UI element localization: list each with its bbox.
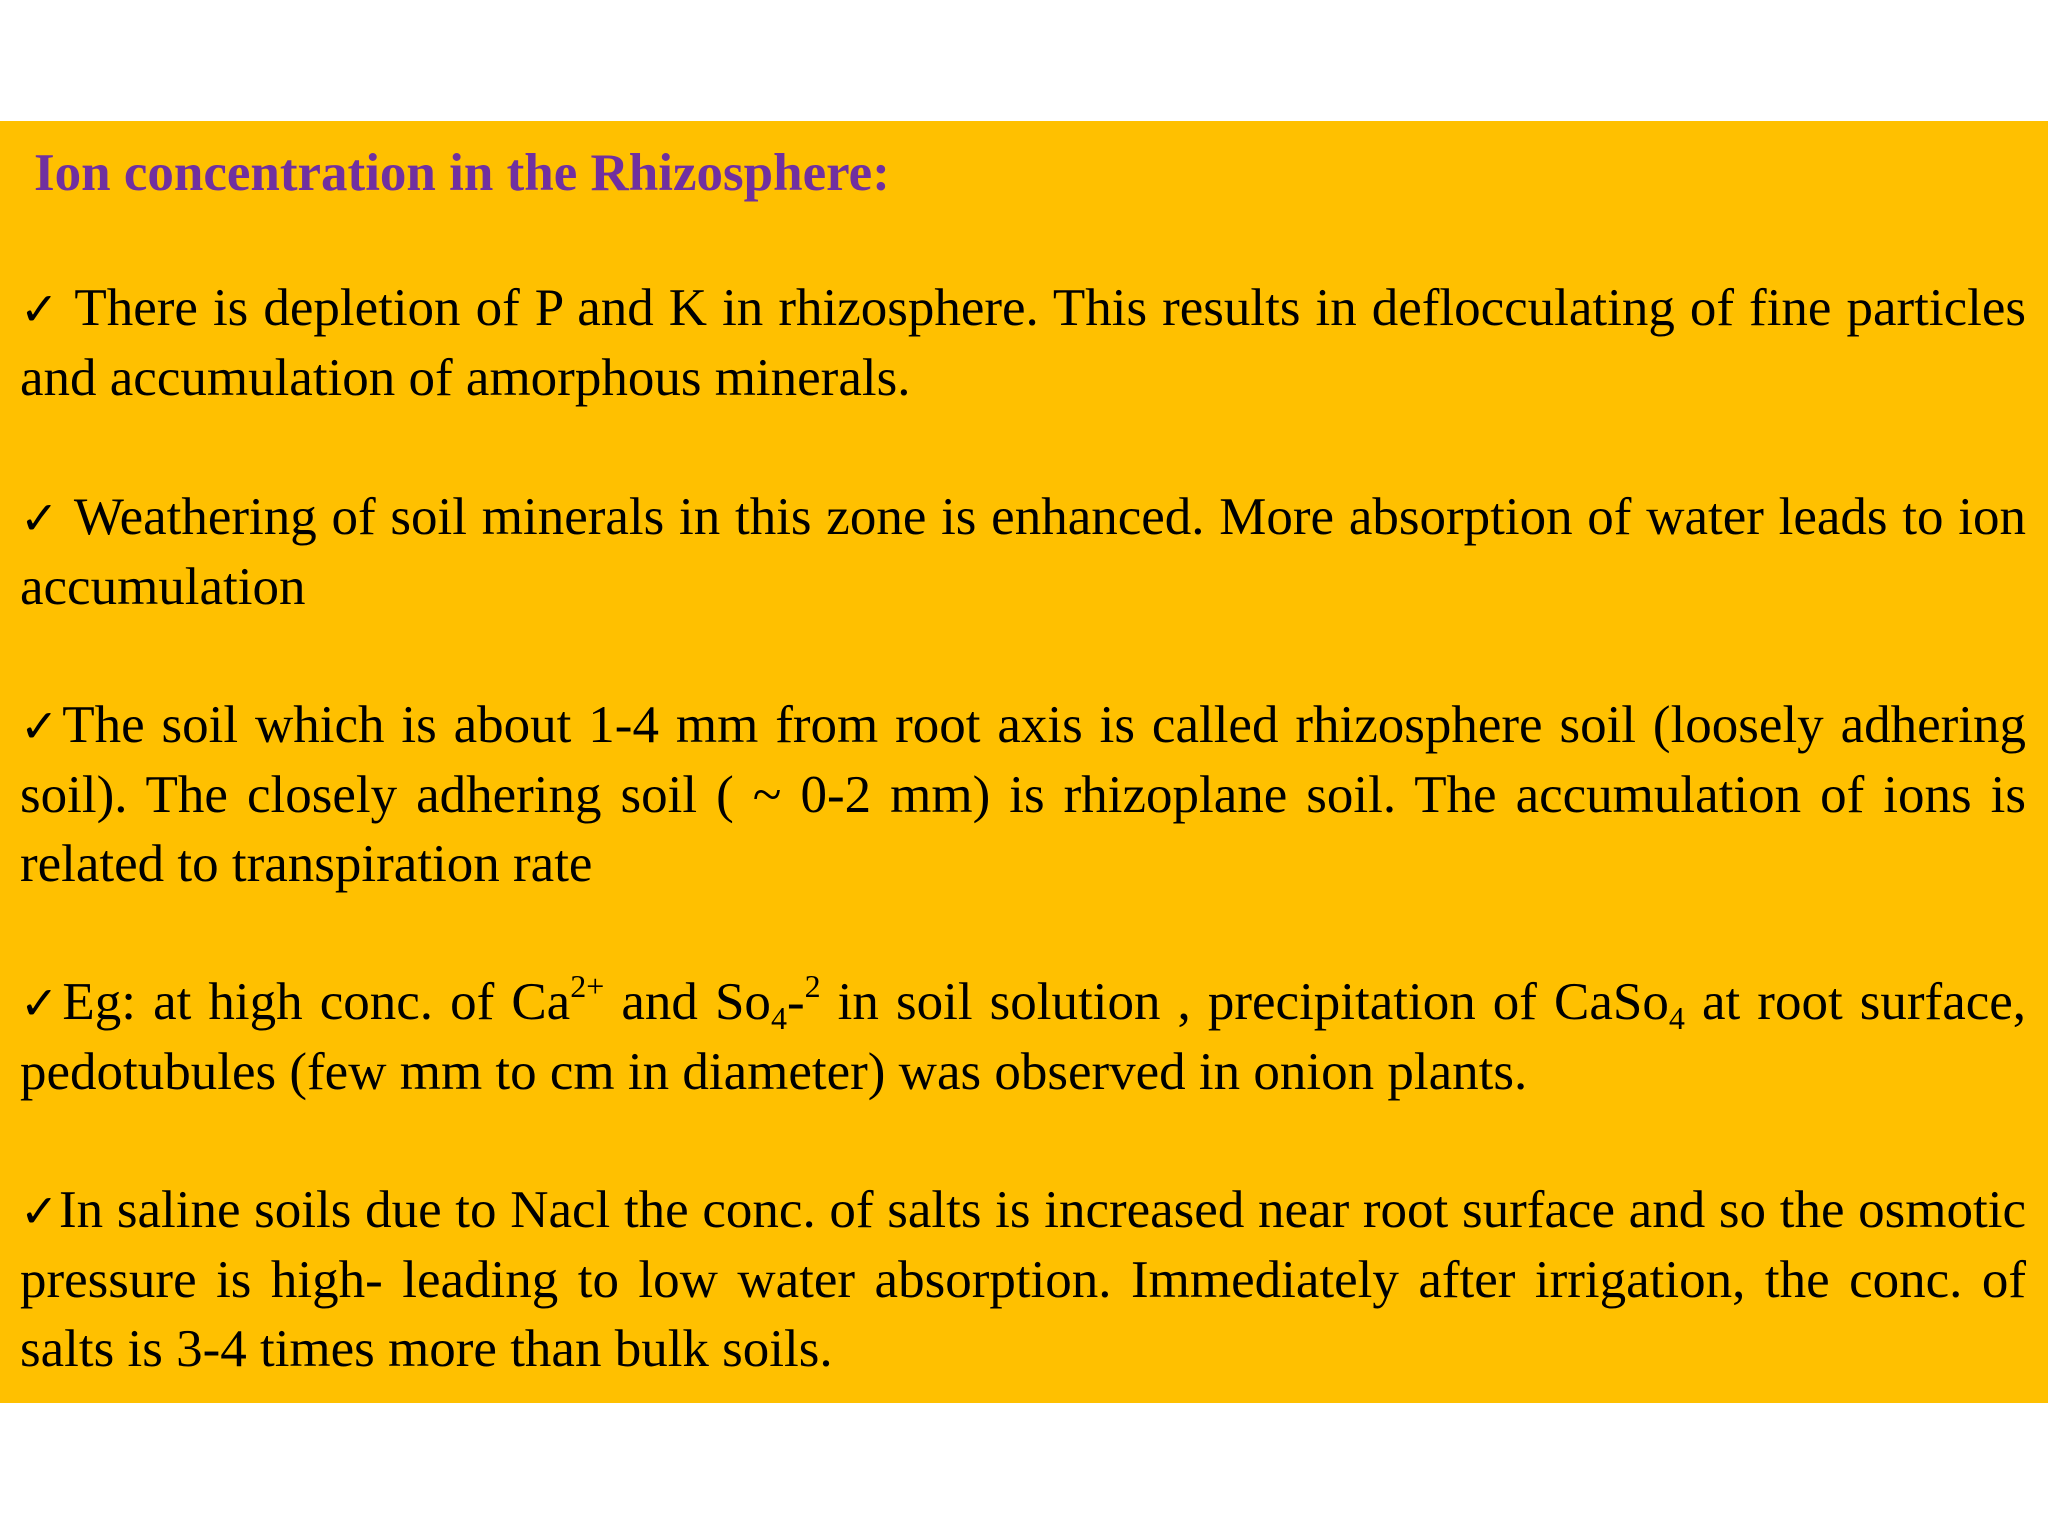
bullet-item-3 (20, 691, 2026, 899)
bullet-text-4e: at root surface, pedotubules (few mm to cm in diameter) was observed in onion plants. (20, 973, 2027, 1101)
bullet-text-2: Weathering of soil minerals in this zone is enhanced. More absorption of water leads to ion accumulation (20, 488, 2026, 616)
content-panel (0, 121, 2048, 1403)
checkmark-icon: ✓ (20, 282, 61, 336)
checkmark-icon: ✓ (20, 1184, 59, 1238)
bullet-text-5: In saline soils due to Nacl the conc. of salts is increased near root surface and so the osmotic pressure is high- leading to low water absorption. Immediately after irrigation, the conc. of salts is 3-4 times more than bulk soils. (20, 1181, 2026, 1378)
subscript-caso4: 4 (1668, 1000, 1685, 1036)
checkmark-icon: ✓ (20, 491, 61, 545)
bullet-text-4c: - (786, 973, 805, 1031)
superscript-charge-so4: 2 (804, 968, 821, 1004)
bullet-text-1: There is depletion of P and K in rhizosphere. This results in deflocculating of fine particles and accumulation of amorphous minerals. (20, 279, 2026, 407)
subscript-so4: 4 (770, 1000, 787, 1036)
superscript-charge-ca: 2+ (570, 968, 605, 1004)
bullet-item-2 (20, 483, 2026, 622)
bullet-item-4 (20, 968, 2026, 1107)
bullet-item-1 (20, 274, 2026, 413)
bullet-text-4a: Eg: at high conc. of Ca (62, 973, 571, 1031)
slide-title: Ion concentration in the Rhizosphere: (34, 144, 890, 202)
checkmark-icon: ✓ (20, 976, 63, 1030)
bullet-text-4b: and So (604, 973, 771, 1031)
checkmark-icon: ✓ (20, 699, 63, 753)
bullet-text-3: The soil which is about 1-4 mm from root axis is called rhizosphere soil (loosely adhering soil). The closely adhering soil ( ~ 0-2 mm) is rhizoplane soil. The accumulation of ions is related to transpiration rate (20, 696, 2027, 893)
bullet-text-4d: in soil solution , precipitation of CaSo (820, 973, 1669, 1031)
bullet-item-5 (20, 1176, 2026, 1384)
